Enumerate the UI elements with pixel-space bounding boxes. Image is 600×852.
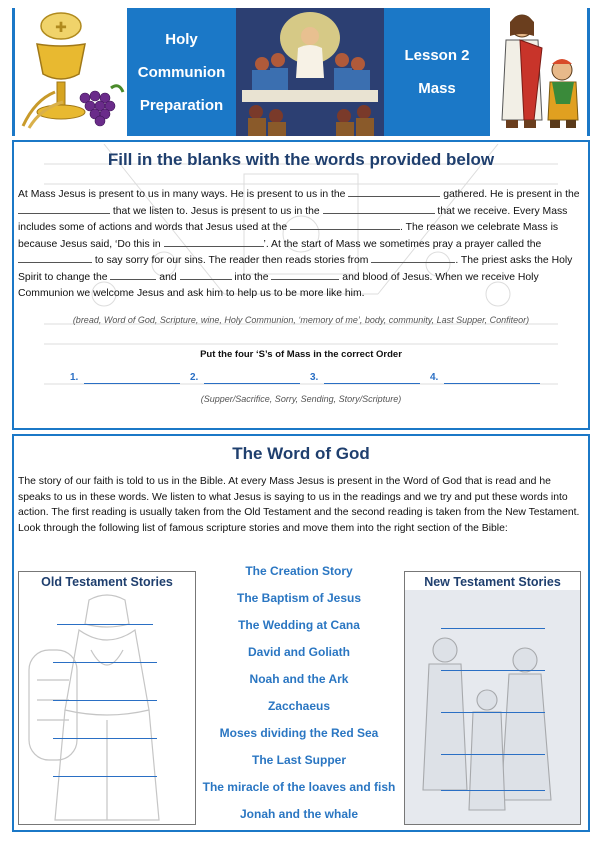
chalice-image [15,8,127,136]
story-item[interactable]: Noah and the Ark [249,672,349,686]
moses-tablets-icon [19,590,195,824]
blank-field[interactable] [271,269,339,280]
last-supper-image [236,8,384,136]
old-testament-title: Old Testament Stories [41,575,173,589]
story-item[interactable]: Jonah and the whale [239,807,359,821]
new-testament-answer-line[interactable] [441,754,545,755]
new-testament-answer-line[interactable] [441,790,545,791]
text-segment: gathered. He is present in the [440,189,580,200]
blank-field[interactable] [371,252,455,263]
last-supper-icon [236,8,384,136]
story-item[interactable]: The Creation Story [245,564,353,578]
old-testament-answer-line[interactable] [53,738,157,739]
blank-field[interactable] [290,219,400,230]
text-segment: into the [231,271,272,283]
word-of-god-panel [12,434,590,832]
old-testament-answer-line[interactable] [57,624,153,625]
old-testament-box[interactable] [18,571,196,825]
new-testament-box[interactable] [404,571,581,825]
story-item[interactable]: The Last Supper [251,753,346,767]
text-segment: that we receive. Every Mass includes some of actions and words that Jesus used at the [18,205,568,234]
word-of-god-title: The Word of God [232,444,370,463]
blank-field[interactable] [18,203,110,214]
text-segment: At Mass Jesus is present to us in many ways. He is present to us in the [18,189,349,200]
story-item[interactable]: Zacchaeus [267,699,331,713]
order-heading: Put the four ‘S’s of Mass in the correct Order [200,349,402,360]
order-answer-line[interactable] [84,383,180,384]
lesson-number: Lesson 2 [404,47,470,64]
lesson-topic: Mass [418,80,456,97]
blank-field[interactable] [323,203,435,214]
svg-text:✚: ✚ [55,20,67,36]
header-title-line: Preparation [139,96,224,114]
old-testament-answer-line[interactable] [53,776,157,777]
text-segment: ’. At the start of Mass we sometimes pray a prayer called the [263,238,542,250]
story-item[interactable]: The miracle of the loaves and fish [202,780,396,794]
text-segment: . The priest asks the Holy Spirit to change the [18,255,573,283]
word-of-god-paragraph: The story of our faith is told to us in the Bible. At every Mass Jesus is present in the Word of God that is read and he speaks to us in these words. We listen to what Jesus is saying to us in the readings and we try and put these words into action. The first reading is usually taken from the Old Testament and the second reading is taken from the New Testament. Look through the following list of famous scripture stories and move them into the right section of the Bible: [18,476,580,534]
new-testament-answer-line[interactable] [441,628,545,629]
jesus-apostles-icon [405,590,580,824]
order-number: 1. [70,372,79,383]
new-testament-answer-line[interactable] [441,670,545,671]
fill-blanks-panel [12,140,590,430]
order-number: 2. [190,372,199,383]
header-left-text [127,8,236,136]
story-item[interactable]: Moses dividing the Red Sea [219,726,379,740]
old-testament-answer-line[interactable] [53,700,157,701]
text-segment: and [156,271,180,283]
order-answer-line[interactable] [444,383,540,384]
blank-field[interactable] [110,269,156,280]
order-number: 3. [310,372,319,383]
new-testament-title: New Testament Stories [424,575,561,589]
order-options: (Supper/Sacrifice, Sorry, Sending, Story/Scripture) [200,394,402,404]
jesus-figure-icon [490,8,587,136]
header-title-line: Holy [165,30,198,48]
fill-blanks-title: Fill in the blanks with the words provided below [107,150,495,169]
story-item[interactable]: David and Goliath [247,645,350,659]
old-testament-answer-line[interactable] [53,662,157,663]
header-banner [12,8,590,136]
order-answer-line[interactable] [324,383,420,384]
text-segment: that we listen to. Jesus is present to us in the [110,205,323,217]
fill-blanks-paragraph [18,186,582,301]
text-segment: and blood of Jesus. When we receive Holy Communion we welcome Jesus and ask him to help us to be more like him. [18,271,539,299]
story-item[interactable]: The Baptism of Jesus [236,591,362,605]
header-title-line: Communion [137,63,226,81]
blank-field[interactable] [180,269,232,280]
text-segment: . The reason we celebrate Mass is because Jesus said, ‘Do this in [18,222,559,250]
text-segment: to say sorry for our sins. The reader then reads stories from [92,255,372,267]
order-number: 4. [430,372,439,383]
jesus-zacchaeus-image [490,8,587,136]
header-right-text [384,8,490,136]
word-bank: (bread, Word of God, Scripture, wine, Holy Communion, ‘memory of me’, body, community, Last Supper, Confiteor) [72,315,530,325]
blank-field[interactable] [18,252,92,263]
story-item[interactable]: The Wedding at Cana [238,618,360,632]
new-testament-answer-line[interactable] [441,712,545,713]
chalice-icon [15,8,127,136]
order-answer-row [70,372,540,386]
blank-field[interactable] [348,186,440,197]
order-answer-line[interactable] [204,383,300,384]
blank-field[interactable] [164,236,264,247]
